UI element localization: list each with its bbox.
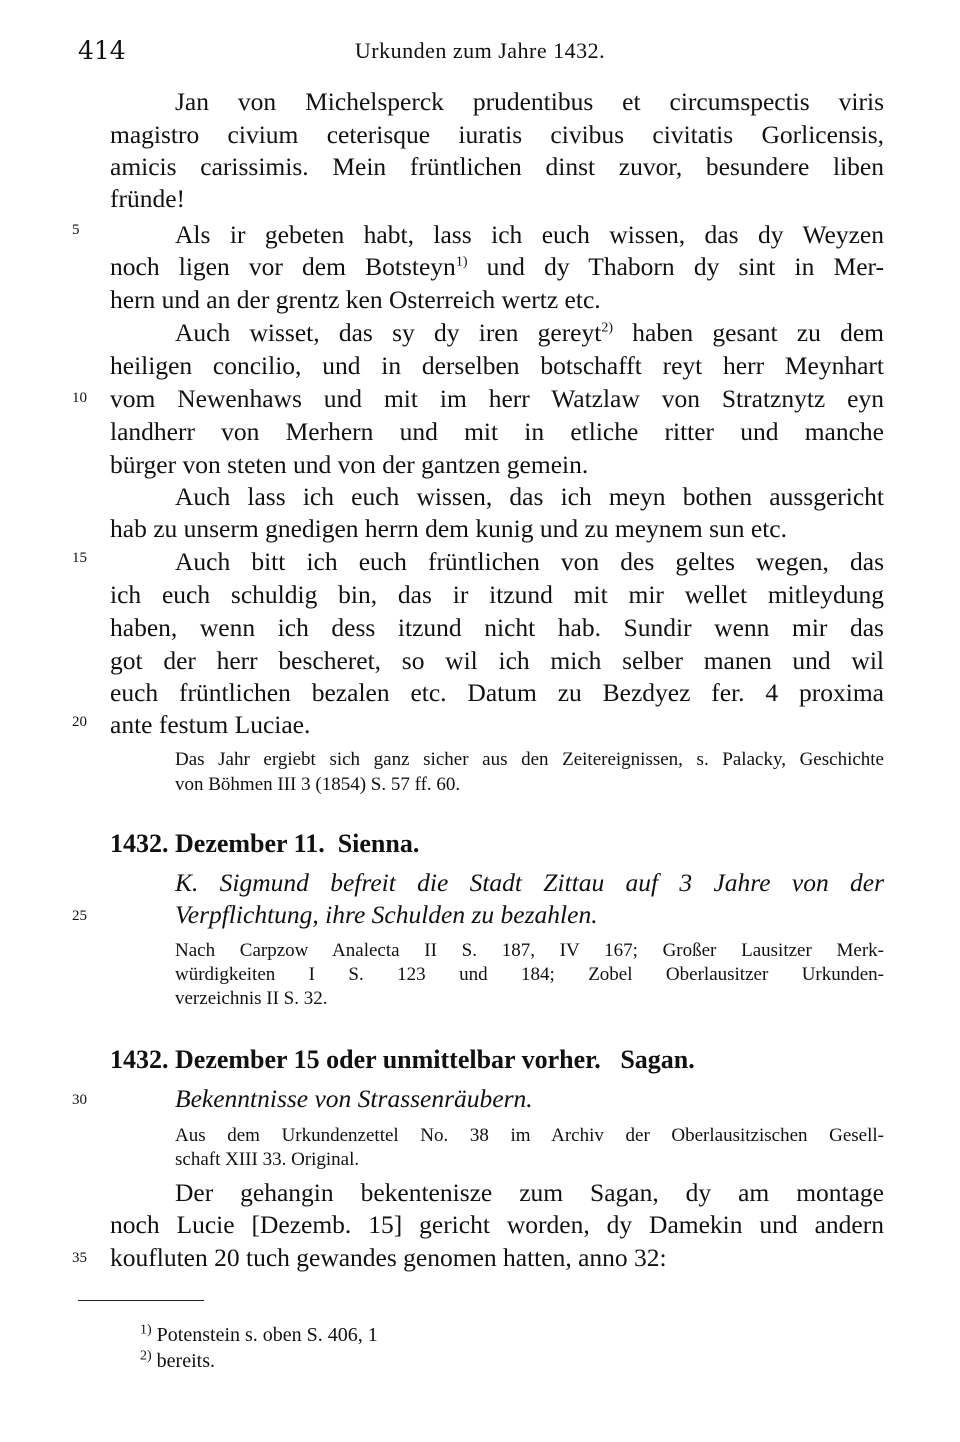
text-line: Jan von Michelsperck prudentibus et circumspectis viris (175, 87, 884, 116)
source-note-line: würdigkeiten I S. 123 und 184; Zobel Oberlausitzer Urkunden- (175, 964, 884, 985)
source-note-line: Aus dem Urkundenzettel No. 38 im Archiv der Oberlausitzischen Gesell- (175, 1125, 884, 1146)
footnote-divider (78, 1300, 204, 1301)
entry-date: 1432. Dezember 15 oder unmittelbar vorher. (110, 1045, 601, 1074)
editorial-note-line: Das Jahr ergiebt sich ganz sicher aus den Zeitereignissen, s. Palacky, Geschichte (175, 749, 884, 770)
text-line: hern und an der grentz ken Osterreich wertz etc. (110, 285, 601, 314)
line-number-20: 20 (72, 714, 87, 730)
page-number: 414 (78, 36, 126, 65)
text-line: ante festum Luciae. (110, 710, 311, 739)
entry-heading (110, 1045, 695, 1075)
text-line: landherr von Merhern und mit in etliche ritter und manche (110, 417, 884, 446)
line-number-5: 5 (72, 222, 80, 238)
text-line: haben, wenn ich dess itzund nicht hab. Sundir wenn mir das (110, 613, 884, 642)
entry-summary: Bekenntnisse von Strassenräubern. (175, 1084, 533, 1113)
text-line (110, 252, 884, 282)
entry-summary: Verpflichtung, ihre Schulden zu bezahlen. (175, 900, 598, 929)
text-line: vom Newenhaws und mit im herr Watzlaw von Stratznytz eyn (110, 384, 884, 413)
footnote-text: bereits. (156, 1350, 215, 1372)
text-segment: noch ligen vor dem Botsteyn (110, 252, 456, 281)
line-number-35: 35 (72, 1250, 87, 1266)
footnote-marker-2: 2) (601, 320, 614, 336)
editorial-note-line: von Böhmen III 3 (1854) S. 57 ff. 60. (175, 774, 461, 795)
footnote-marker-1: 1) (455, 254, 468, 270)
text-segment: haben gesant zu dem (632, 318, 884, 347)
text-line: ich euch schuldig bin, das ir itzund mit mir wellet mitleydung (110, 580, 884, 609)
text-line: bürger von steten und von der gantzen gemein. (110, 450, 589, 479)
entry-heading (110, 829, 419, 859)
line-number-25: 25 (72, 908, 87, 924)
text-line: Der gehangin bekentenisze zum Sagan, dy am montage (175, 1178, 884, 1207)
footnote-mark: 1) (140, 1322, 152, 1338)
text-line: got der herr bescheret, so wil ich mich selber manen und wil (110, 646, 884, 675)
text-line: amicis carissimis. Mein früntlichen dinst zuvor, besundere liben (110, 152, 884, 181)
entry-date: 1432. Dezember 11. (110, 829, 325, 858)
text-line: hab zu unserm gnedigen herrn dem kunig und zu meynem sun etc. (110, 514, 787, 543)
text-line: magistro civium ceterisque iuratis civibus civitatis Gorlicensis, (110, 120, 884, 149)
text-line: Auch bitt ich euch früntlichen von des geltes wegen, das (175, 547, 884, 576)
text-line: Auch lass ich euch wissen, das ich meyn bothen aussgericht (175, 482, 884, 511)
footnote-2 (140, 1350, 215, 1373)
source-note-line: verzeichnis II S. 32. (175, 988, 328, 1009)
running-title: Urkunden zum Jahre 1432. (354, 38, 606, 63)
text-line: koufluten 20 tuch gewandes genomen hatten, anno 32: (110, 1243, 667, 1272)
text-segment: Auch wisset, das sy dy iren gereyt (175, 318, 602, 347)
source-note-line: schaft XIII 33. Original. (175, 1149, 360, 1170)
line-number-30: 30 (72, 1092, 87, 1108)
entry-place: Sienna. (337, 829, 420, 858)
entry-summary: K. Sigmund befreit die Stadt Zittau auf 3 Jahre von der (175, 868, 884, 897)
text-line: Als ir gebeten habt, lass ich euch wissen, das dy Weyzen (175, 220, 884, 249)
line-number-10: 10 (72, 390, 87, 406)
source-note-line: Nach Carpzow Analecta II S. 187, IV 167; Großer Lausitzer Merk- (175, 940, 884, 961)
text-line: heiligen concilio, und in derselben botschafft reyt herr Meynhart (110, 351, 884, 380)
footnote-mark: 2) (140, 1348, 152, 1364)
entry-place: Sagan. (620, 1045, 695, 1074)
text-segment: und dy Thaborn dy sint in Mer- (486, 252, 884, 281)
text-line: fründe! (110, 184, 186, 213)
text-line (175, 318, 884, 348)
line-number-15: 15 (72, 550, 87, 566)
text-line: noch Lucie [Dezemb. 15] gericht worden, dy Damekin und andern (110, 1210, 884, 1239)
footnote-1 (140, 1324, 378, 1347)
text-line: euch früntlichen bezalen etc. Datum zu Bezdyez fer. 4 proxima (110, 678, 884, 707)
footnote-text: Potenstein s. oben S. 406, 1 (156, 1324, 378, 1346)
